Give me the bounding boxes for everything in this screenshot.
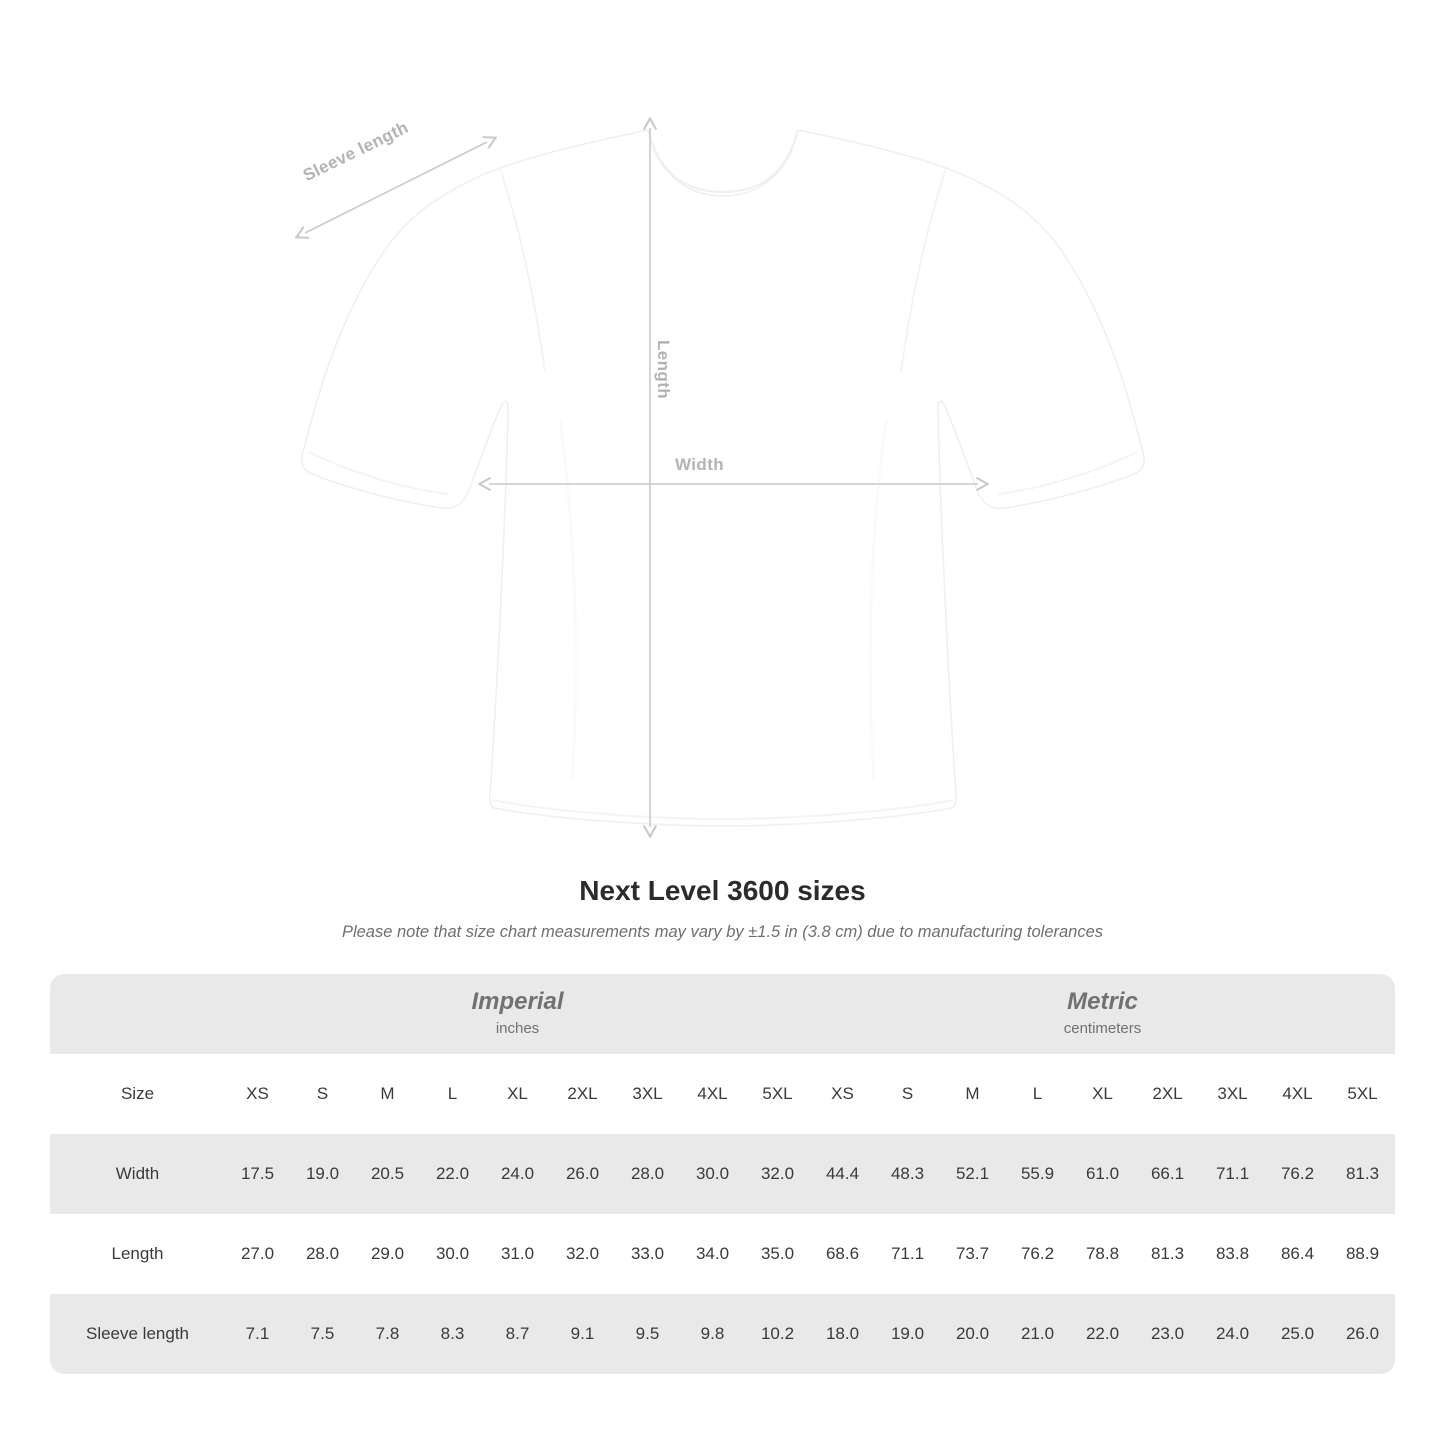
width-metric-2xl: 66.1: [1135, 1134, 1200, 1214]
length-metric-2xl: 81.3: [1135, 1214, 1200, 1294]
tolerance-note: Please note that size chart measurements may vary by ±1.5 in (3.8 cm) due to manufacturing tolerances: [341, 923, 1104, 941]
width-imperial-l: 22.0: [420, 1134, 485, 1214]
table-row-length: [50, 1214, 1395, 1294]
unit-header-metric: [810, 974, 1395, 1054]
unit-header-imperial: [225, 974, 810, 1054]
width-imperial-2xl: 26.0: [550, 1134, 615, 1214]
width-metric-l: 55.9: [1005, 1134, 1070, 1214]
sleeve-length-label: Sleeve length: [300, 117, 412, 186]
page-title: Next Level 3600 sizes: [579, 875, 866, 906]
length-metric-4xl: 86.4: [1265, 1214, 1330, 1294]
width-metric-m: 52.1: [940, 1134, 1005, 1214]
width-label: Width: [675, 455, 725, 474]
row-header-size: Size: [50, 1054, 225, 1134]
sleeve-metric-2xl: 23.0: [1135, 1294, 1200, 1374]
length-imperial-l: 30.0: [420, 1214, 485, 1294]
sleeve-imperial-l: 8.3: [420, 1294, 485, 1374]
length-metric-m: 73.7: [940, 1214, 1005, 1294]
length-imperial-3xl: 33.0: [615, 1214, 680, 1294]
sleeve-imperial-4xl: 9.8: [680, 1294, 745, 1374]
size-cell-metric-4xl: 4XL: [1265, 1054, 1330, 1134]
sleeve-imperial-3xl: 9.5: [615, 1294, 680, 1374]
size-table-wrapper: [50, 974, 1395, 1374]
sleeve-imperial-xs: 7.1: [225, 1294, 290, 1374]
size-cell-imperial-m: M: [355, 1054, 420, 1134]
sleeve-metric-xl: 22.0: [1070, 1294, 1135, 1374]
unit-sub-metric: centimeters: [1063, 1020, 1142, 1037]
size-cell-metric-2xl: 2XL: [1135, 1054, 1200, 1134]
width-imperial-5xl: 32.0: [745, 1134, 810, 1214]
size-cell-metric-xs: XS: [810, 1054, 875, 1134]
length-imperial-s: 28.0: [290, 1214, 355, 1294]
sleeve-imperial-2xl: 9.1: [550, 1294, 615, 1374]
width-imperial-4xl: 30.0: [680, 1134, 745, 1214]
length-imperial-5xl: 35.0: [745, 1214, 810, 1294]
title-block: [0, 875, 1445, 942]
sleeve-imperial-m: 7.8: [355, 1294, 420, 1374]
sleeve-metric-l: 21.0: [1005, 1294, 1070, 1374]
width-metric-4xl: 76.2: [1265, 1134, 1330, 1214]
unit-header-spacer: [50, 974, 225, 1054]
sleeve-metric-5xl: 26.0: [1330, 1294, 1395, 1374]
table-row-sleeve-length: [50, 1294, 1395, 1374]
unit-header-row: [50, 974, 1395, 1054]
length-metric-xs: 68.6: [810, 1214, 875, 1294]
table-row-width: [50, 1134, 1395, 1214]
sleeve-metric-4xl: 25.0: [1265, 1294, 1330, 1374]
length-imperial-4xl: 34.0: [680, 1214, 745, 1294]
length-label: Length: [654, 340, 673, 400]
length-imperial-m: 29.0: [355, 1214, 420, 1294]
width-metric-3xl: 71.1: [1200, 1134, 1265, 1214]
size-cell-metric-s: S: [875, 1054, 940, 1134]
width-imperial-s: 19.0: [290, 1134, 355, 1214]
size-cell-metric-xl: XL: [1070, 1054, 1135, 1134]
sleeve-metric-xs: 18.0: [810, 1294, 875, 1374]
size-cell-imperial-xs: XS: [225, 1054, 290, 1134]
size-cell-imperial-xl: XL: [485, 1054, 550, 1134]
sleeve-imperial-5xl: 10.2: [745, 1294, 810, 1374]
length-metric-s: 71.1: [875, 1214, 940, 1294]
size-cell-imperial-4xl: 4XL: [680, 1054, 745, 1134]
size-table: [50, 974, 1395, 1374]
size-cell-metric-3xl: 3XL: [1200, 1054, 1265, 1134]
sleeve-metric-m: 20.0: [940, 1294, 1005, 1374]
size-cell-metric-l: L: [1005, 1054, 1070, 1134]
unit-sub-imperial: inches: [495, 1020, 540, 1037]
size-cell-metric-5xl: 5XL: [1330, 1054, 1395, 1134]
size-cell-imperial-3xl: 3XL: [615, 1054, 680, 1134]
width-metric-xl: 61.0: [1070, 1134, 1135, 1214]
tshirt-shape: [302, 130, 1145, 826]
length-metric-5xl: 88.9: [1330, 1214, 1395, 1294]
row-header-length: Length: [50, 1214, 225, 1294]
length-imperial-2xl: 32.0: [550, 1214, 615, 1294]
size-cell-imperial-l: L: [420, 1054, 485, 1134]
length-imperial-xs: 27.0: [225, 1214, 290, 1294]
sleeve-metric-s: 19.0: [875, 1294, 940, 1374]
size-cell-imperial-5xl: 5XL: [745, 1054, 810, 1134]
sleeve-metric-3xl: 24.0: [1200, 1294, 1265, 1374]
width-imperial-m: 20.5: [355, 1134, 420, 1214]
size-cell-metric-m: M: [940, 1054, 1005, 1134]
width-metric-xs: 44.4: [810, 1134, 875, 1214]
length-metric-l: 76.2: [1005, 1214, 1070, 1294]
width-imperial-3xl: 28.0: [615, 1134, 680, 1214]
unit-name-metric: Metric: [1067, 988, 1138, 1015]
length-imperial-xl: 31.0: [485, 1214, 550, 1294]
width-imperial-xl: 24.0: [485, 1134, 550, 1214]
size-cell-imperial-2xl: 2XL: [550, 1054, 615, 1134]
width-metric-s: 48.3: [875, 1134, 940, 1214]
row-header-sleeve-length: Sleeve length: [50, 1294, 225, 1374]
sleeve-imperial-xl: 8.7: [485, 1294, 550, 1374]
length-metric-xl: 78.8: [1070, 1214, 1135, 1294]
row-header-width: Width: [50, 1134, 225, 1214]
size-header-row: [50, 1054, 1395, 1134]
width-imperial-xs: 17.5: [225, 1134, 290, 1214]
size-cell-imperial-s: S: [290, 1054, 355, 1134]
width-metric-5xl: 81.3: [1330, 1134, 1395, 1214]
sleeve-imperial-s: 7.5: [290, 1294, 355, 1374]
length-metric-3xl: 83.8: [1200, 1214, 1265, 1294]
unit-name-imperial: Imperial: [471, 988, 564, 1015]
